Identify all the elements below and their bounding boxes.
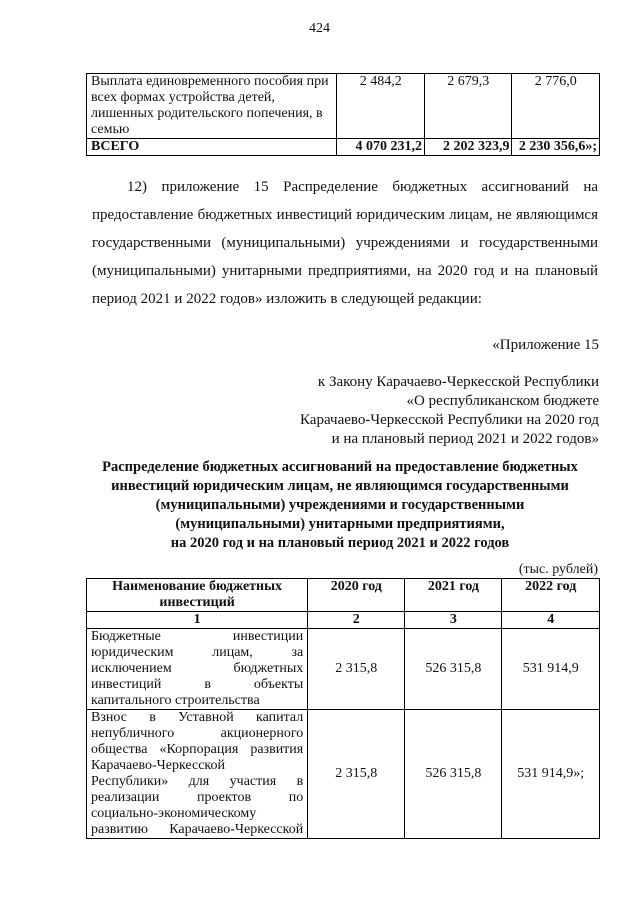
total-label: ВСЕГО xyxy=(87,139,337,156)
header-name: Наименование бюджетных инвестиций xyxy=(87,579,308,612)
table-row xyxy=(87,710,600,839)
annex-title: «Приложение 15 xyxy=(492,337,599,353)
annex-line: «О республиканском бюджете xyxy=(406,393,599,409)
column-index-row xyxy=(87,612,600,629)
table-row xyxy=(87,74,600,139)
heading-line: на 2020 год и на плановый период 2021 и 2022 годов xyxy=(170,535,510,551)
row-name: Взнос в Уставной капитал непубличного акционерного общества «Корпорация развития Карачаево-Черкесской Республики» для участия в реализации проектов по социально-экономическому развитию Карачаево-Черкесской xyxy=(87,710,308,839)
heading-line: Распределение бюджетных ассигнований на предоставление бюджетных xyxy=(102,459,578,475)
total-2022: 2 230 356,6»; xyxy=(512,139,600,156)
value-2020: 2 315,8 xyxy=(308,710,405,839)
value-2022: 531 914,9»; xyxy=(502,710,600,839)
annex-line: Карачаево-Черкесской Республики на 2020 год xyxy=(300,412,599,428)
annex-line: к Закону Карачаево-Черкесской Республики xyxy=(317,374,599,390)
table-row xyxy=(87,629,600,710)
annex-line: и на плановый период 2021 и 2022 годов» xyxy=(331,431,599,447)
value-2021: 526 315,8 xyxy=(405,710,502,839)
heading-line: (муниципальными) учреждениями и государственными xyxy=(155,497,525,513)
header-row xyxy=(87,579,600,612)
row-name: Выплата единовременного пособия при всех формах устройства детей, лишенных родительского попечения, в семью xyxy=(87,74,337,139)
value-2021: 526 315,8 xyxy=(405,629,502,710)
header-2020: 2020 год xyxy=(308,579,405,612)
value-2020: 2 315,8 xyxy=(308,629,405,710)
amendment-paragraph xyxy=(92,173,598,313)
total-2020: 4 070 231,2 xyxy=(337,139,425,156)
unit-label: (тыс. рублей) xyxy=(518,562,598,577)
heading-line: инвестиций юридическим лицам, не являющимся государственными xyxy=(111,478,569,494)
column-index: 4 xyxy=(502,612,600,629)
investment-table xyxy=(86,578,600,839)
page-number: 424 xyxy=(309,21,330,36)
annex-reference xyxy=(300,373,599,449)
total-row xyxy=(87,139,600,156)
total-2021: 2 202 323,9 xyxy=(424,139,512,156)
value-2022: 531 914,9 xyxy=(502,629,600,710)
budget-table-continued xyxy=(86,73,600,156)
header-2022: 2022 год xyxy=(502,579,600,612)
paragraph-text: 12) приложение 15 Распределение бюджетных ассигнований на предоставление бюджетных инвестиций юридическим лицам, не являющимся государственными (муниципальными) учреждениями и государственными (муниципальными) унитарными предприятиями, на 2020 год и на плановый период 2021 и 2022 годов» изложить в следующей редакции: xyxy=(92,179,598,307)
section-heading xyxy=(80,458,600,553)
value-2020: 2 484,2 xyxy=(337,74,425,139)
column-index: 1 xyxy=(87,612,308,629)
value-2021: 2 679,3 xyxy=(424,74,512,139)
column-index: 3 xyxy=(405,612,502,629)
row-name: Бюджетные инвестиции юридическим лицам, за исключением бюджетных инвестиций в объекты капитального строительства xyxy=(87,629,308,710)
column-index: 2 xyxy=(308,612,405,629)
header-2021: 2021 год xyxy=(405,579,502,612)
value-2022: 2 776,0 xyxy=(512,74,600,139)
heading-line: (муниципальными) унитарными предприятиями, xyxy=(175,516,505,532)
